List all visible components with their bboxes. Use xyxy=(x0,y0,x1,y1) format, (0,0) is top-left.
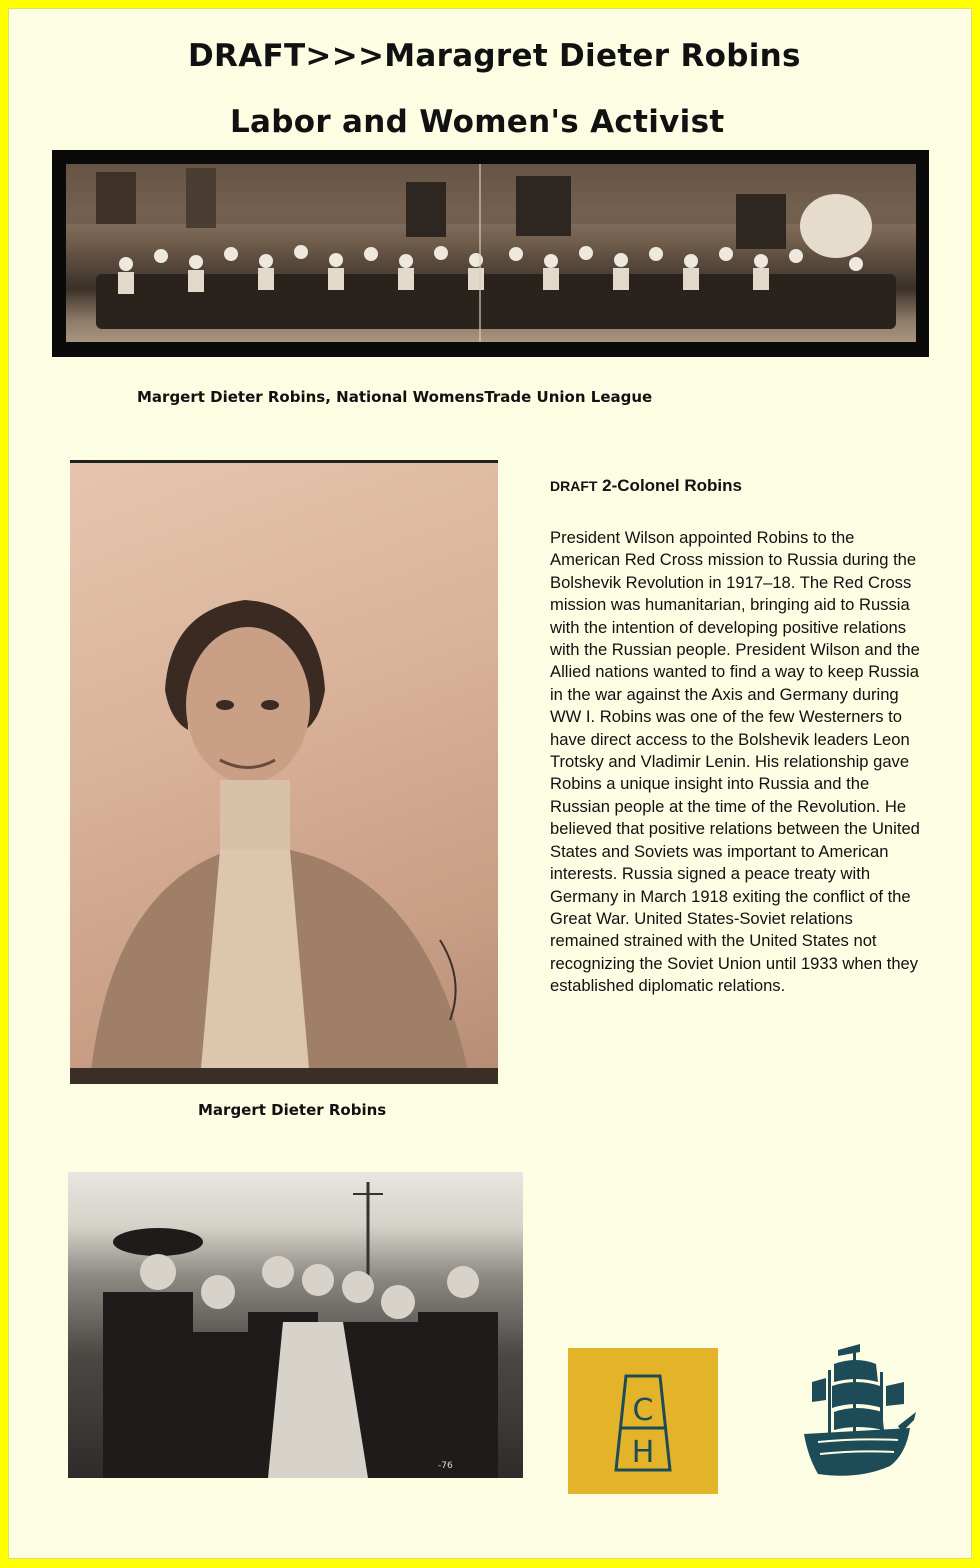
portrait-figure xyxy=(70,460,498,1084)
page-title: DRAFT>>>Maragret Dieter Robins xyxy=(188,38,801,74)
ch-letter-h: H xyxy=(631,1435,655,1470)
group-photo-figures xyxy=(68,1172,523,1478)
ship-icon xyxy=(798,1342,918,1482)
panorama-fold xyxy=(479,164,481,342)
photo-stamp: -76 xyxy=(438,1461,453,1471)
portrait-caption: Margert Dieter Robins xyxy=(198,1101,387,1119)
article-heading xyxy=(550,476,742,496)
ch-letter-c: C xyxy=(632,1393,654,1428)
panorama-photo xyxy=(52,150,929,357)
article-body: President Wilson appointed Robins to the American Red Cross mission to Russia during the Bolshevik Revolution in 1917–18. The Red Cross mission was humanitarian, bringing aid to Russia with the intention of developing positive relations with the Russian people. President Wilson and the Allied nations wanted to find a way to keep Russia in the war against the Axis and Germany during WW I. Robins was one of the few Westerners to have direct access to the Bolshevik leaders Leon Trotsky and Vladimir Lenin. His relationship gave Robins a unique insight into Russia and the Russian people at the time of the Revolution. He believed that positive relations between the United States and Soviets was important to American interests. Russia signed a peace treaty with Germany in March 1918 exiting the conflict of the Great War. United States-Soviet relations remained strained with the United States not recognizing the Soviet Union until 1933 when they established diplomatic relations. xyxy=(550,528,920,996)
portrait-bottom-edge xyxy=(70,1068,498,1084)
portrait-photo xyxy=(70,460,498,1084)
panorama-figures xyxy=(66,164,916,342)
ch-logo xyxy=(568,1348,718,1494)
article-heading-prefix: DRAFT xyxy=(550,478,598,494)
portrait-top-edge xyxy=(70,460,498,463)
panorama-caption: Margert Dieter Robins, National WomensTrade Union League xyxy=(137,388,653,406)
panorama-image xyxy=(66,164,916,342)
page-subtitle: Labor and Women's Activist xyxy=(230,104,725,140)
ch-logo-mark xyxy=(568,1348,718,1494)
group-photo xyxy=(68,1172,523,1478)
ship-logo-icon xyxy=(798,1342,918,1482)
article-heading-rest: 2-Colonel Robins xyxy=(597,476,742,495)
